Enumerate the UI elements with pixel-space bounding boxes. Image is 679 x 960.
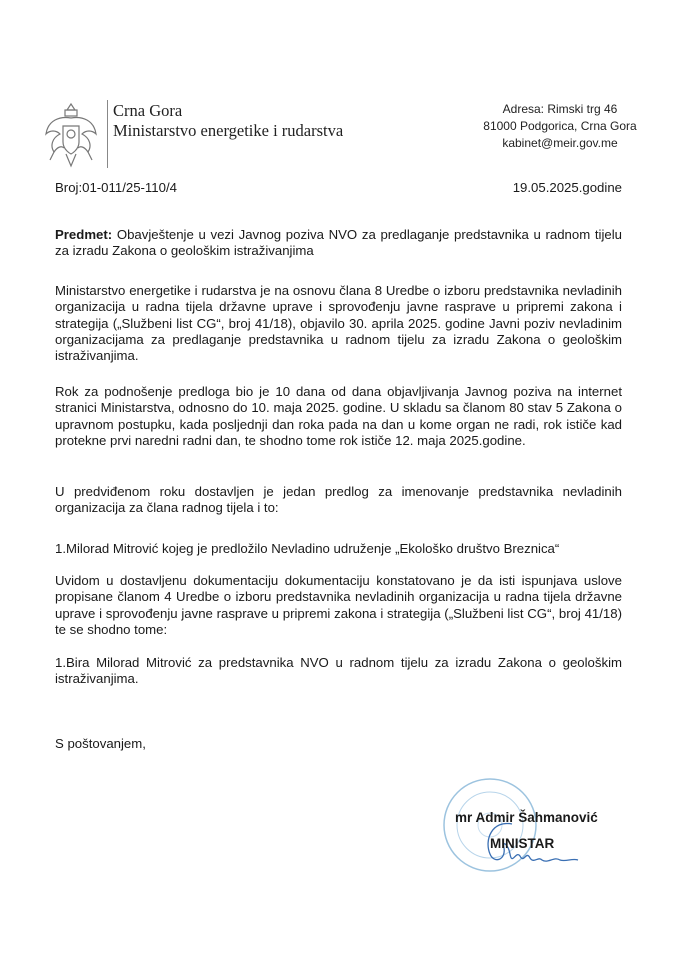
paragraph-1: Ministarstvo energetike i rudarstva je na osnovu člana 8 Uredbe o izboru predstavnika nevladinih organizacija u radna tijela državne uprave i sprovođenju javne rasprave u pripremi zakona i strategija („Službeni list CG“, broj 41/18), objavilo 30. aprila 2025. godine Javni poziv nevladinim organizacijama za predlaganje predstavnika u radnom tijelu za izradu Zakona o geološkim istraživanjima. bbox=[55, 283, 622, 364]
subject bbox=[55, 227, 622, 260]
coat-of-arms-logo bbox=[40, 100, 102, 172]
address-block bbox=[455, 101, 665, 152]
document-number: Broj:01-011/25-110/4 bbox=[55, 180, 177, 195]
document-date: 19.05.2025.godine bbox=[512, 180, 622, 195]
signatory-name: mr Admir Šahmanović bbox=[455, 810, 598, 825]
list-item-1: 1.Milorad Mitrović kojeg je predložilo Nevladino udruženje „Ekološko društvo Breznica“ bbox=[55, 541, 560, 556]
list-item-2: 1.Bira Milorad Mitrović za predstavnika NVO u radnom tijelu za izradu Zakona o geološkim istraživanjima. bbox=[55, 655, 622, 687]
closing: S poštovanjem, bbox=[55, 736, 146, 751]
paragraph-4: Uvidom u dostavljenu dokumentaciju dokumentaciju konstatovano je da isti ispunjava uslove propisane članom 4 Uredbe o izboru predstavnika nevladinih organizacija u radna tijela državne uprave i sprovođenju javne rasprave u pripremi zakona i strategija („Službeni list CG“, broj 41/18) te se shodno tome: bbox=[55, 573, 622, 637]
paragraph-2: Rok za podnošenje predloga bio je 10 dana od dana objavljivanja Javnog poziva na internet stranici Ministarstva, odnosno do 10. maja 2025. godine. U skladu sa članom 80 stav 5 Zakona o upravnom postupku, kada posljednji dan roka pada na dan u kome organ ne radi, rok ističe kad protekne prvi naredni radni dan, te shodno tome rok ističe 12. maja 2025.godine. bbox=[55, 384, 622, 448]
paragraph-3: U predviđenom roku dostavljen je jedan predlog za imenovanje predstavnika nevladinih organizacija za člana radnog tijela i to: bbox=[55, 484, 622, 516]
signatory-title: MINISTAR bbox=[490, 836, 555, 851]
ministry-name: Ministarstvo energetike i rudarstva bbox=[113, 121, 344, 140]
header-divider bbox=[107, 100, 108, 168]
address-street: Adresa: Rimski trg 46 bbox=[502, 102, 618, 116]
subject-text: Obavještenje u vezi Javnog poziva NVO za predlaganje predstavnika u radnom tijelu za izradu Zakona o geološkim istraživanjima bbox=[55, 227, 622, 259]
country-name: Crna Gora bbox=[113, 101, 183, 120]
address-city: 81000 Podgorica, Crna Gora bbox=[483, 119, 637, 133]
subject-label: Predmet: bbox=[55, 227, 113, 242]
address-email: kabinet@meir.gov.me bbox=[502, 136, 618, 150]
